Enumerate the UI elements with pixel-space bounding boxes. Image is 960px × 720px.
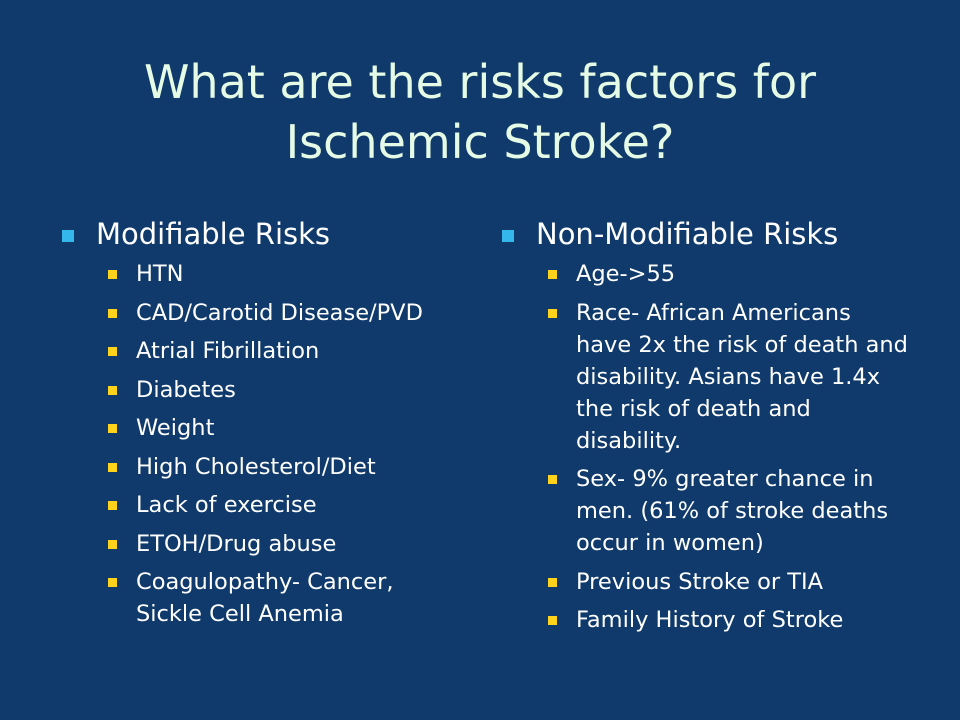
list-item [498, 566, 908, 598]
list-item [498, 463, 908, 559]
item-text: Previous Stroke or TIA [576, 568, 824, 595]
square-bullet-icon [548, 309, 557, 318]
item-text: Coagulopathy- Cancer, Sickle Cell Anemia [136, 569, 394, 627]
non-modifiable-risks-list [498, 258, 908, 636]
item-text: Sex- 9% greater chance in men. (61% of stroke deaths occur in women) [576, 466, 889, 556]
list-item [58, 412, 458, 444]
modifiable-risks-list [58, 258, 458, 630]
modifiable-risks-column [58, 214, 458, 637]
square-bullet-icon [108, 309, 117, 318]
square-bullet-icon [108, 347, 117, 356]
list-item [58, 451, 458, 483]
list-item [58, 258, 458, 290]
slide-title: What are the risks factors for Ischemic Stroke? [143, 55, 817, 169]
list-item [58, 335, 458, 367]
square-bullet-icon [548, 475, 557, 484]
item-text: Diabetes [136, 376, 236, 403]
modifiable-risks-heading [58, 214, 458, 254]
item-text: Family History of Stroke [576, 607, 844, 633]
square-bullet-icon [108, 463, 117, 472]
square-bullet-icon [62, 230, 74, 242]
square-bullet-icon [108, 386, 117, 395]
square-bullet-icon [108, 270, 117, 279]
non-modifiable-risks-column [498, 214, 908, 643]
square-bullet-icon [548, 616, 557, 625]
list-item [498, 604, 908, 636]
item-text: Lack of exercise [136, 492, 317, 518]
square-bullet-icon [108, 578, 117, 587]
item-text: Weight [136, 415, 215, 441]
non-modifiable-risks-heading [498, 214, 908, 254]
item-text: ETOH/Drug abuse [136, 530, 337, 557]
square-bullet-icon [548, 270, 557, 279]
heading-text: Modifiable Risks [96, 217, 331, 251]
square-bullet-icon [548, 578, 557, 587]
heading-text: Non-Modifiable Risks [536, 217, 839, 251]
item-text: Atrial Fibrillation [136, 338, 320, 364]
list-item [58, 374, 458, 406]
list-item [58, 489, 458, 521]
item-text: Age->55 [576, 261, 676, 287]
item-text: CAD/Carotid Disease/PVD [136, 299, 423, 326]
list-item [498, 258, 908, 290]
square-bullet-icon [108, 501, 117, 510]
item-text: HTN [136, 261, 184, 287]
list-item [498, 297, 908, 457]
list-item [58, 528, 458, 560]
square-bullet-icon [108, 540, 117, 549]
square-bullet-icon [108, 424, 117, 433]
item-text: Race- African Americans have 2x the risk of death and disability. Asians have 1.4x the risk of death and disability. [576, 299, 908, 454]
list-item [58, 566, 458, 630]
item-text: High Cholesterol/Diet [136, 453, 376, 480]
square-bullet-icon [502, 230, 514, 242]
list-item [58, 297, 458, 329]
